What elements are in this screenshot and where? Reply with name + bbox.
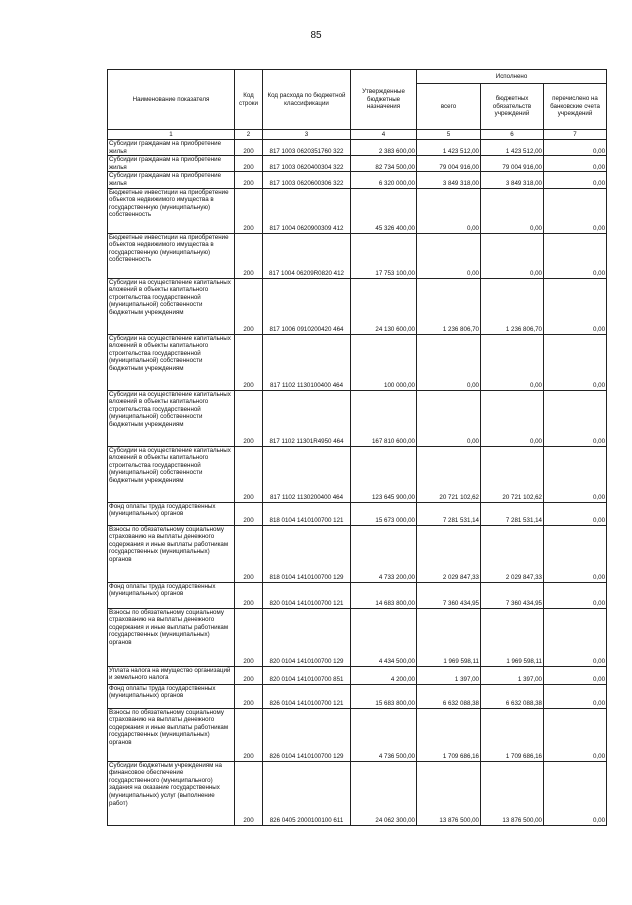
row-obligations: 0,00 bbox=[481, 334, 544, 390]
header-expense-code: Код расхода по бюджетной классификации bbox=[263, 70, 351, 130]
row-approved: 167 810 600,00 bbox=[351, 390, 417, 446]
table-row bbox=[108, 608, 607, 666]
table-header bbox=[108, 70, 607, 140]
row-obligations: 0,00 bbox=[481, 188, 544, 233]
row-total: 1 423 512,00 bbox=[417, 140, 481, 156]
row-bank-accounts: 0,00 bbox=[544, 608, 607, 666]
table-row bbox=[108, 761, 607, 825]
row-line-code: 200 bbox=[235, 446, 263, 502]
column-number: 6 bbox=[481, 130, 544, 140]
row-name: Бюджетные инвестиции на приобретение объектов недвижимого имущества в государственную (муниципальную) собственность bbox=[108, 188, 235, 233]
row-total: 1 397,00 bbox=[417, 666, 481, 684]
row-obligations: 1 423 512,00 bbox=[481, 140, 544, 156]
row-bank-accounts: 0,00 bbox=[544, 761, 607, 825]
row-line-code: 200 bbox=[235, 390, 263, 446]
table-row bbox=[108, 188, 607, 233]
row-name: Субсидии на осуществление капитальных вложений в объекты капитального строительства государственной (муниципальной) собственности бюджетным учреждениям bbox=[108, 334, 235, 390]
row-name: Бюджетные инвестиции на приобретение объектов недвижимого имущества в государственную (муниципальную) собственность bbox=[108, 233, 235, 278]
row-bank-accounts: 0,00 bbox=[544, 156, 607, 172]
row-approved: 2 383 600,00 bbox=[351, 140, 417, 156]
row-expense-code: 817 1102 11301R4950 464 bbox=[263, 390, 351, 446]
row-bank-accounts: 0,00 bbox=[544, 446, 607, 502]
table-row bbox=[108, 156, 607, 172]
row-total: 0,00 bbox=[417, 334, 481, 390]
row-expense-code: 826 0405 2000100100 611 bbox=[263, 761, 351, 825]
row-approved: 14 683 800,00 bbox=[351, 582, 417, 608]
column-number: 1 bbox=[108, 130, 235, 140]
row-line-code: 200 bbox=[235, 188, 263, 233]
row-bank-accounts: 0,00 bbox=[544, 140, 607, 156]
row-name: Субсидии гражданам на приобретение жилья bbox=[108, 172, 235, 188]
row-approved: 6 320 000,00 bbox=[351, 172, 417, 188]
row-line-code: 200 bbox=[235, 278, 263, 334]
table-row bbox=[108, 666, 607, 684]
row-obligations: 1 709 686,16 bbox=[481, 708, 544, 761]
row-line-code: 200 bbox=[235, 708, 263, 761]
table-row bbox=[108, 140, 607, 156]
row-obligations: 3 849 318,00 bbox=[481, 172, 544, 188]
row-obligations: 1 397,00 bbox=[481, 666, 544, 684]
table-row bbox=[108, 525, 607, 582]
table-row bbox=[108, 502, 607, 525]
row-name: Фонд оплаты труда государственных (муниципальных) органов bbox=[108, 582, 235, 608]
row-total: 1 709 686,16 bbox=[417, 708, 481, 761]
table-row bbox=[108, 582, 607, 608]
table-row bbox=[108, 233, 607, 278]
column-number: 7 bbox=[544, 130, 607, 140]
table-row bbox=[108, 278, 607, 334]
row-total: 1 969 598,11 bbox=[417, 608, 481, 666]
row-line-code: 200 bbox=[235, 608, 263, 666]
column-number: 2 bbox=[235, 130, 263, 140]
row-expense-code: 818 0104 1410100700 129 bbox=[263, 525, 351, 582]
header-approved: Утвержденные бюджетные назначения bbox=[351, 70, 417, 130]
row-obligations: 1 969 598,11 bbox=[481, 608, 544, 666]
row-line-code: 200 bbox=[235, 582, 263, 608]
row-expense-code: 817 1102 1130100400 464 bbox=[263, 334, 351, 390]
row-obligations: 7 360 434,95 bbox=[481, 582, 544, 608]
row-obligations: 0,00 bbox=[481, 233, 544, 278]
table-row bbox=[108, 708, 607, 761]
row-total: 6 632 088,38 bbox=[417, 684, 481, 708]
row-total: 79 004 916,00 bbox=[417, 156, 481, 172]
report-table bbox=[107, 69, 607, 826]
row-approved: 24 062 300,00 bbox=[351, 761, 417, 825]
row-name: Субсидии на осуществление капитальных вложений в объекты капитального строительства государственной (муниципальной) собственности бюджетным учреждениям bbox=[108, 390, 235, 446]
row-name: Уплата налога на имущество организаций и земельного налога bbox=[108, 666, 235, 684]
header-obligations: бюджетных обязательств учреждений bbox=[481, 84, 544, 130]
row-expense-code: 817 1003 0620400304 322 bbox=[263, 156, 351, 172]
header-name: Наименование показателя bbox=[108, 70, 235, 130]
column-numbers-row bbox=[108, 130, 607, 140]
row-approved: 4 434 500,00 bbox=[351, 608, 417, 666]
row-name: Субсидии бюджетным учреждениям на финансовое обеспечение государственного (муниципального) задания на оказание государственных (муниципальных) услуг (выполнение работ) bbox=[108, 761, 235, 825]
row-line-code: 200 bbox=[235, 140, 263, 156]
row-approved: 15 673 000,00 bbox=[351, 502, 417, 525]
table-row bbox=[108, 390, 607, 446]
row-obligations: 1 236 806,70 bbox=[481, 278, 544, 334]
row-expense-code: 817 1004 0620900309 412 bbox=[263, 188, 351, 233]
row-name: Субсидии на осуществление капитальных вложений в объекты капитального строительства государственной (муниципальной) собственности бюджетным учреждениям bbox=[108, 278, 235, 334]
row-bank-accounts: 0,00 bbox=[544, 278, 607, 334]
header-line-code: Код строки bbox=[235, 70, 263, 130]
row-name: Субсидии гражданам на приобретение жилья bbox=[108, 140, 235, 156]
row-name: Фонд оплаты труда государственных (муниципальных) органов bbox=[108, 684, 235, 708]
row-approved: 82 734 500,00 bbox=[351, 156, 417, 172]
table-row bbox=[108, 446, 607, 502]
row-expense-code: 817 1102 1130200400 464 bbox=[263, 446, 351, 502]
row-total: 7 281 531,14 bbox=[417, 502, 481, 525]
row-expense-code: 826 0104 1410100700 129 bbox=[263, 708, 351, 761]
row-line-code: 200 bbox=[235, 334, 263, 390]
row-bank-accounts: 0,00 bbox=[544, 525, 607, 582]
row-expense-code: 820 0104 1410100700 129 bbox=[263, 608, 351, 666]
row-line-code: 200 bbox=[235, 502, 263, 525]
row-obligations: 0,00 bbox=[481, 390, 544, 446]
row-total: 0,00 bbox=[417, 188, 481, 233]
row-bank-accounts: 0,00 bbox=[544, 582, 607, 608]
row-line-code: 200 bbox=[235, 525, 263, 582]
row-expense-code: 817 1003 0620351760 322 bbox=[263, 140, 351, 156]
row-total: 3 849 318,00 bbox=[417, 172, 481, 188]
row-expense-code: 817 1003 0620600306 322 bbox=[263, 172, 351, 188]
table-row bbox=[108, 334, 607, 390]
row-expense-code: 818 0104 1410100700 121 bbox=[263, 502, 351, 525]
row-approved: 4 733 200,00 bbox=[351, 525, 417, 582]
header-total: всего bbox=[417, 84, 481, 130]
row-name: Субсидии гражданам на приобретение жилья bbox=[108, 156, 235, 172]
row-approved: 4 736 500,00 bbox=[351, 708, 417, 761]
row-approved: 100 000,00 bbox=[351, 334, 417, 390]
row-line-code: 200 bbox=[235, 156, 263, 172]
row-bank-accounts: 0,00 bbox=[544, 708, 607, 761]
row-approved: 45 326 400,00 bbox=[351, 188, 417, 233]
table-row bbox=[108, 684, 607, 708]
row-total: 2 029 847,33 bbox=[417, 525, 481, 582]
table-body bbox=[108, 140, 607, 826]
row-obligations: 7 281 531,14 bbox=[481, 502, 544, 525]
table-row bbox=[108, 172, 607, 188]
row-line-code: 200 bbox=[235, 172, 263, 188]
row-approved: 24 130 600,00 bbox=[351, 278, 417, 334]
row-name: Взносы по обязательному социальному страхованию на выплаты денежного содержания и иные выплаты работникам государственных (муниципальных) органов bbox=[108, 525, 235, 582]
row-line-code: 200 bbox=[235, 761, 263, 825]
row-obligations: 2 029 847,33 bbox=[481, 525, 544, 582]
row-expense-code: 820 0104 1410100700 121 bbox=[263, 582, 351, 608]
page-number: 85 bbox=[310, 30, 322, 41]
row-bank-accounts: 0,00 bbox=[544, 172, 607, 188]
row-approved: 17 753 100,00 bbox=[351, 233, 417, 278]
row-bank-accounts: 0,00 bbox=[544, 502, 607, 525]
row-expense-code: 817 1004 06209R0820 412 bbox=[263, 233, 351, 278]
row-total: 7 360 434,95 bbox=[417, 582, 481, 608]
header-bank-accounts: перечислено на банковские счета учреждений bbox=[544, 84, 607, 130]
row-approved: 4 200,00 bbox=[351, 666, 417, 684]
row-obligations: 6 632 088,38 bbox=[481, 684, 544, 708]
row-approved: 15 683 800,00 bbox=[351, 684, 417, 708]
column-number: 5 bbox=[417, 130, 481, 140]
row-approved: 123 645 900,00 bbox=[351, 446, 417, 502]
row-bank-accounts: 0,00 bbox=[544, 334, 607, 390]
row-total: 13 876 500,00 bbox=[417, 761, 481, 825]
row-expense-code: 817 1006 0910200420 464 bbox=[263, 278, 351, 334]
row-line-code: 200 bbox=[235, 684, 263, 708]
row-bank-accounts: 0,00 bbox=[544, 233, 607, 278]
row-name: Фонд оплаты труда государственных (муниципальных) органов bbox=[108, 502, 235, 525]
row-expense-code: 820 0104 1410100700 851 bbox=[263, 666, 351, 684]
row-obligations: 13 876 500,00 bbox=[481, 761, 544, 825]
column-number: 4 bbox=[351, 130, 417, 140]
row-name: Взносы по обязательному социальному страхованию на выплаты денежного содержания и иные выплаты работникам государственных (муниципальных) органов bbox=[108, 708, 235, 761]
row-bank-accounts: 0,00 bbox=[544, 188, 607, 233]
row-obligations: 20 721 102,62 bbox=[481, 446, 544, 502]
row-line-code: 200 bbox=[235, 666, 263, 684]
row-line-code: 200 bbox=[235, 233, 263, 278]
row-bank-accounts: 0,00 bbox=[544, 684, 607, 708]
row-total: 20 721 102,62 bbox=[417, 446, 481, 502]
row-total: 0,00 bbox=[417, 390, 481, 446]
row-obligations: 79 004 916,00 bbox=[481, 156, 544, 172]
column-number: 3 bbox=[263, 130, 351, 140]
row-total: 1 236 806,70 bbox=[417, 278, 481, 334]
header-executed: Исполнено bbox=[417, 70, 607, 84]
row-name: Субсидии на осуществление капитальных вложений в объекты капитального строительства государственной (муниципальной) собственности бюджетным учреждениям bbox=[108, 446, 235, 502]
row-name: Взносы по обязательному социальному страхованию на выплаты денежного содержания и иные выплаты работникам государственных (муниципальных) органов bbox=[108, 608, 235, 666]
row-bank-accounts: 0,00 bbox=[544, 666, 607, 684]
row-total: 0,00 bbox=[417, 233, 481, 278]
row-expense-code: 826 0104 1410100700 121 bbox=[263, 684, 351, 708]
row-bank-accounts: 0,00 bbox=[544, 390, 607, 446]
